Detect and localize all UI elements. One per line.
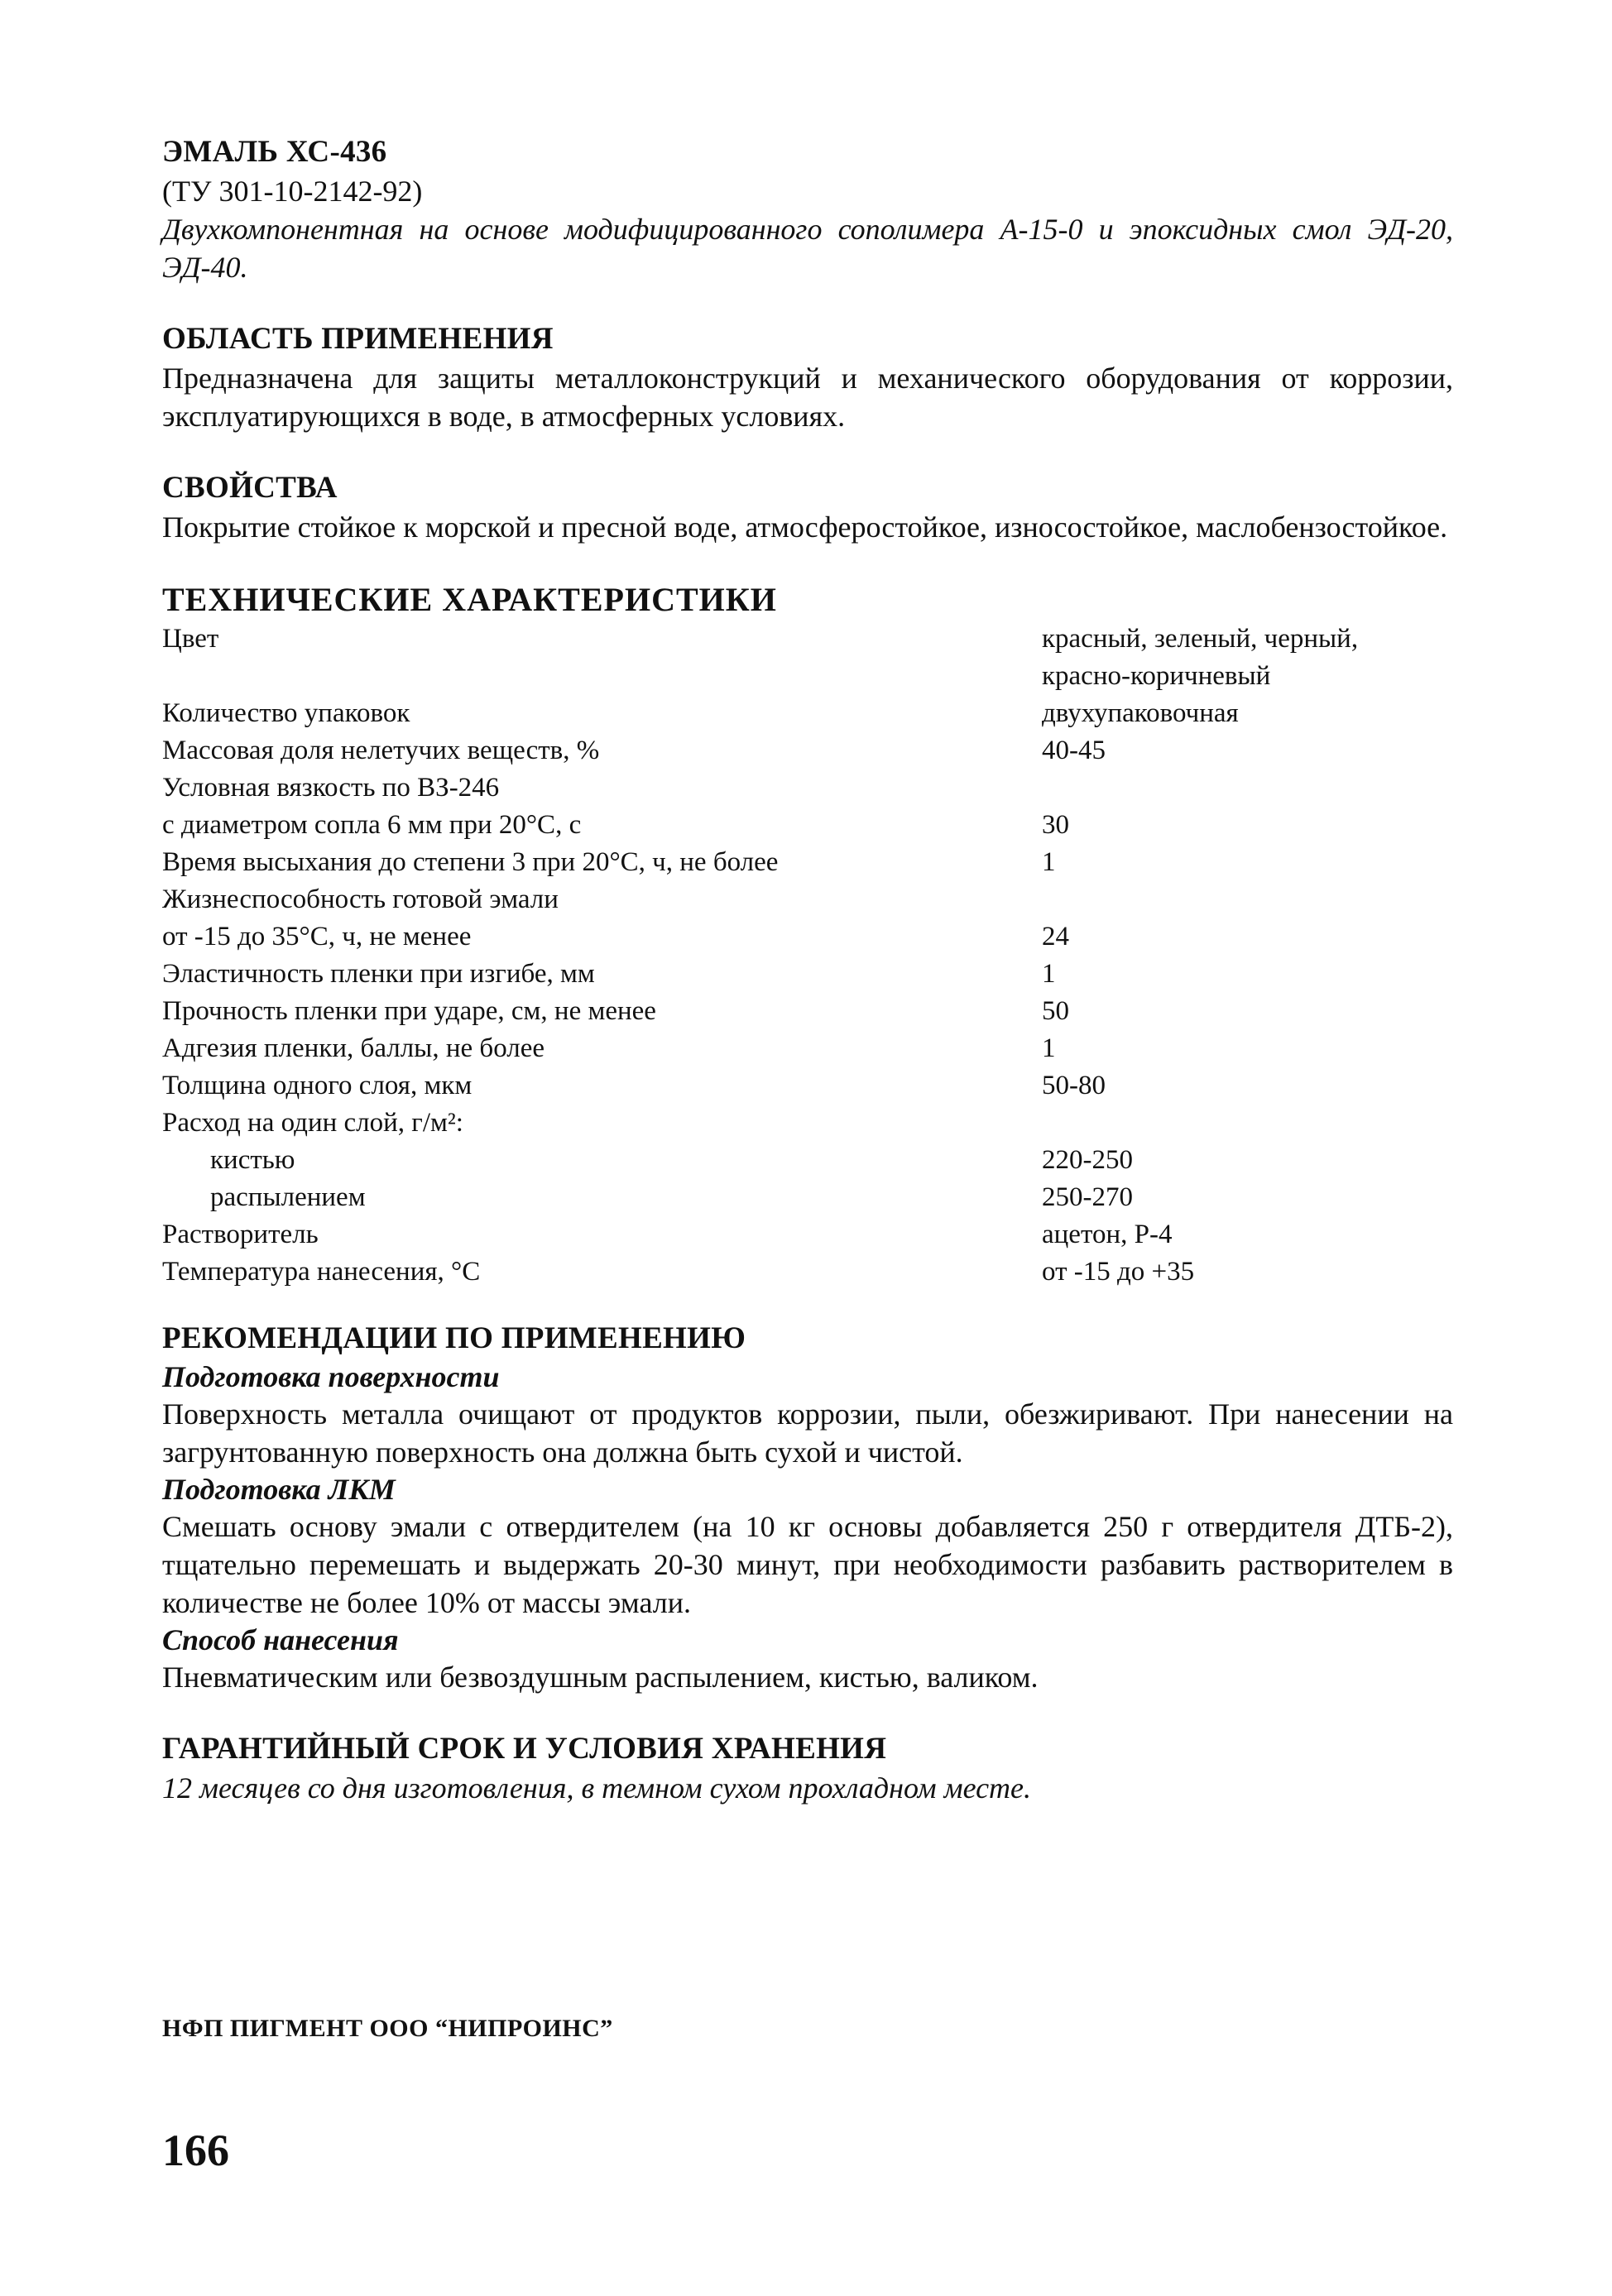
- spec-value: ацетон, Р-4: [1042, 1220, 1173, 1249]
- spec-value: 250-270: [1042, 1182, 1133, 1212]
- table-row: [162, 881, 1453, 918]
- table-row: [162, 695, 1453, 732]
- warranty-section: [162, 1729, 1453, 1807]
- page-number: 166: [162, 2126, 229, 2175]
- table-row: [162, 844, 1453, 881]
- table-row: [162, 621, 1453, 658]
- spec-name: от -15 до 35°С, ч, не менее: [162, 922, 472, 951]
- spec-name: Массовая доля нелетучих веществ, %: [162, 736, 600, 765]
- table-row: [162, 1253, 1453, 1291]
- table-row: [162, 993, 1453, 1030]
- product-description: Двухкомпонентная на основе модифицированного сополимера А-15-0 и эпоксидных смол ЭД-20, ЭД-40.: [162, 213, 1453, 284]
- spec-value: 24: [1042, 922, 1069, 951]
- technical-section: [162, 579, 1453, 1291]
- manufacturer-name: НФП ПИГМЕНТ ООО “НИПРОИНС”: [162, 2015, 613, 2042]
- table-row: [162, 956, 1453, 993]
- spec-value: 30: [1042, 810, 1069, 840]
- recommendations-heading: РЕКОМЕНДАЦИИ ПО ПРИМЕНЕНИЮ: [162, 1321, 746, 1355]
- spec-name: Толщина одного слоя, мкм: [162, 1071, 473, 1100]
- spec-name: Жизнеспособность готовой эмали: [162, 884, 559, 914]
- spec-name: с диаметром сопла 6 мм при 20°С, с: [162, 810, 582, 840]
- spec-value: двухупаковочная: [1042, 698, 1239, 728]
- spec-name: Эластичность пленки при изгибе, мм: [162, 959, 595, 989]
- warranty-heading: ГАРАНТИЙНЫЙ СРОК И УСЛОВИЯ ХРАНЕНИЯ: [162, 1732, 887, 1766]
- spec-value: [1042, 769, 1453, 807]
- spec-table: [162, 621, 1453, 1291]
- spec-name: Время высыхания до степени 3 при 20°С, ч, не более: [162, 847, 779, 877]
- spec-name: Условная вязкость по ВЗ-246: [162, 773, 500, 803]
- spec-name: Количество упаковок: [162, 698, 410, 728]
- spec-value: 50-80: [1042, 1071, 1106, 1100]
- table-row: [162, 1105, 1453, 1142]
- spec-value: [1042, 881, 1453, 918]
- application-heading: ОБЛАСТЬ ПРИМЕНЕНИЯ: [162, 322, 554, 356]
- table-row: [162, 1030, 1453, 1067]
- spec-value: от -15 до +35: [1042, 1257, 1195, 1287]
- surface-prep-text: Поверхность металла очищают от продуктов коррозии, пыли, обезжиривают. При нанесении на загрунтованную поверхность она должна быть сухой и чистой.: [162, 1397, 1453, 1469]
- product-title: ЭМАЛЬ ХС-436: [162, 135, 387, 169]
- product-spec: (ТУ 301-10-2142-92): [162, 175, 423, 208]
- spec-name: Растворитель: [162, 1220, 319, 1249]
- paint-prep-heading: Подготовка ЛКМ: [162, 1473, 396, 1506]
- spec-name: распылением: [210, 1182, 366, 1212]
- paint-prep-text: Смешать основу эмали с отвердителем (на 10 кг основы добавляется 250 г отвердителя ДТБ-2), тщательно перемешать и выдержать 20-30 минут, при необходимости разбавить растворителем в количестве не более 10% от массы эмали.: [162, 1510, 1453, 1619]
- table-row: [162, 658, 1453, 695]
- spec-value: 40-45: [1042, 736, 1106, 765]
- spec-value: красный, зеленый, черный,: [1042, 624, 1359, 654]
- spec-value: 220-250: [1042, 1145, 1133, 1175]
- spec-name: Прочность пленки при ударе, см, не менее: [162, 996, 656, 1026]
- spec-name: Температура нанесения, °С: [162, 1257, 481, 1287]
- spec-name: Адгезия пленки, баллы, не более: [162, 1033, 545, 1063]
- application-section: [162, 319, 1453, 435]
- application-text: Предназначена для защиты металлоконструкций и механического оборудования от коррозии, эксплуатирующихся в воде, в атмосферных условиях.: [162, 362, 1453, 433]
- spec-name: кистью: [210, 1145, 295, 1175]
- spec-name: [162, 658, 1042, 695]
- properties-section: [162, 468, 1453, 546]
- spec-value: 50: [1042, 996, 1069, 1026]
- document-page: [162, 132, 1453, 1840]
- spec-name: Расход на один слой, г/м²:: [162, 1108, 463, 1138]
- technical-heading: ТЕХНИЧЕСКИЕ ХАРАКТЕРИСТИКИ: [162, 581, 777, 618]
- recommendations-section: [162, 1319, 1453, 1696]
- properties-text: Покрытие стойкое к морской и пресной воде, атмосферостойкое, износостойкое, маслобензостойкое.: [162, 510, 1448, 544]
- spec-value: 1: [1042, 847, 1056, 877]
- spec-value: 1: [1042, 959, 1056, 989]
- table-row: [162, 769, 1453, 807]
- table-row: [162, 1216, 1453, 1253]
- spec-value: красно-коричневый: [1042, 661, 1271, 691]
- table-row: [162, 918, 1453, 956]
- properties-heading: СВОЙСТВА: [162, 471, 338, 505]
- method-text: Пневматическим или безвоздушным распылением, кистью, валиком.: [162, 1661, 1039, 1694]
- method-heading: Способ нанесения: [162, 1623, 399, 1656]
- table-row: [162, 1067, 1453, 1105]
- warranty-text: 12 месяцев со дня изготовления, в темном сухом прохладном месте.: [162, 1771, 1032, 1805]
- spec-name: Цвет: [162, 624, 219, 654]
- table-row: [162, 807, 1453, 844]
- surface-prep-heading: Подготовка поверхности: [162, 1360, 500, 1393]
- table-row: [162, 732, 1453, 769]
- spec-value: [1042, 1105, 1453, 1142]
- product-section: [162, 132, 1453, 286]
- table-row: [162, 1142, 1453, 1179]
- spec-value: 1: [1042, 1033, 1056, 1063]
- table-row: [162, 1179, 1453, 1216]
